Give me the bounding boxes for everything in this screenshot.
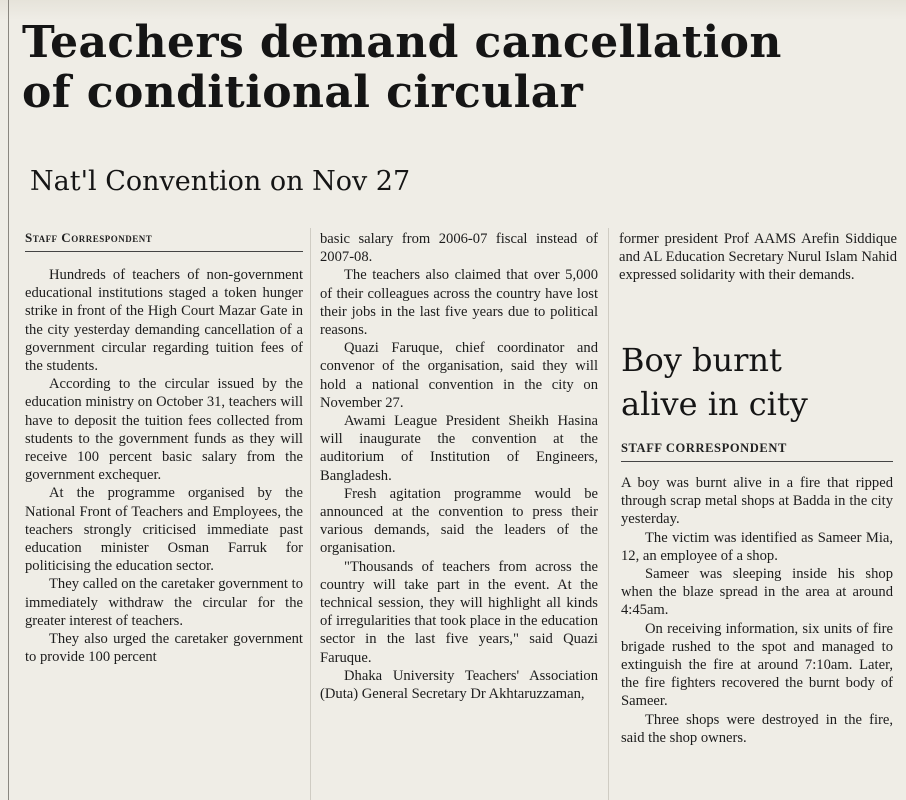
article-column-1 xyxy=(25,266,303,666)
column-separator xyxy=(310,228,311,800)
headline-line: of conditional circular xyxy=(22,67,584,118)
article-headline xyxy=(22,18,782,118)
side-byline-rule xyxy=(621,461,893,462)
article-subheadline: Nat'l Convention on Nov 27 xyxy=(30,166,411,197)
side-article-headline xyxy=(621,338,808,426)
side-article-body xyxy=(621,474,893,747)
article-paragraph: Awami League President Sheikh Hasina will inaugurate the convention at the auditorium of Institution of Engineers, Bangladesh. xyxy=(320,413,598,484)
article-paragraph: According to the circular issued by the education ministry on October 31, teachers will have to deposit the tuition fees collected from students to the government funds as they will receive 100 percent basic salary from the government exchequer. xyxy=(25,376,303,484)
article-paragraph: former president Prof AAMS Arefin Siddique and AL Education Secretary Nurul Islam Nahid expressed solidarity with their demands. xyxy=(619,231,897,284)
side-article-byline: STAFF CORRESPONDENT xyxy=(621,441,787,455)
byline-rule xyxy=(25,251,303,252)
side-headline-line: alive in city xyxy=(621,385,808,423)
side-headline-line: Boy burnt xyxy=(621,341,782,379)
article-paragraph: The teachers also claimed that over 5,000 of their colleagues across the country have lost their jobs in the last five years due to political reasons. xyxy=(320,267,598,339)
article-paragraph: Fresh agitation programme would be announced at the convention to press their various demands, said the leaders of the organisation. xyxy=(320,485,598,557)
article-paragraph: A boy was burnt alive in a fire that ripped through scrap metal shops at Badda in the city yesterday. xyxy=(621,475,893,528)
column-separator xyxy=(608,228,609,800)
article-paragraph: At the programme organised by the National Front of Teachers and Employees, the teachers strongly criticised immediate past education minister Osman Farruk for politicising the education sector. xyxy=(25,485,303,575)
article-column-3 xyxy=(619,230,897,285)
article-paragraph: Sameer was sleeping inside his shop when the blaze spread in the area at around 4:45am. xyxy=(621,566,893,619)
page-left-rule xyxy=(8,0,9,800)
article-paragraph: On receiving information, six units of fire brigade rushed to the spot and managed to extinguish the fire at around 7:10am. Later, the fire fighters recovered the burnt body of Sameer. xyxy=(621,620,893,710)
article-byline: Staff Correspondent xyxy=(25,230,153,245)
article-column-2 xyxy=(320,230,598,703)
article-paragraph: They called on the caretaker government to immediately withdraw the circular for the greater interest of teachers. xyxy=(25,576,303,629)
article-paragraph: The victim was identified as Sameer Mia, 12, an employee of a shop. xyxy=(621,529,893,564)
article-paragraph: Quazi Faruque, chief coordinator and convenor of the organisation, said they will hold a national convention in the city on November 27. xyxy=(320,340,598,411)
article-paragraph: "Thousands of teachers from across the country will take part in the event. At the technical session, they will highlight all kinds of irregularities that took place in the education sector in the last five years," said Quazi Faruque. xyxy=(320,558,598,666)
headline-line: Teachers demand cancellation xyxy=(22,17,782,68)
article-paragraph: They also urged the caretaker government to provide 100 percent xyxy=(25,631,303,666)
article-paragraph: basic salary from 2006-07 fiscal instead of 2007-08. xyxy=(320,231,598,266)
article-paragraph: Hundreds of teachers of non-government educational institutions staged a token hunger strike in front of the High Court Mazar Gate in the city yesterday demanding cancellation of a government circular regarding tuition fees of the students. xyxy=(25,267,303,375)
article-paragraph: Dhaka University Teachers' Association (Duta) General Secretary Dr Akhtaruzzaman, xyxy=(320,667,598,703)
article-paragraph: Three shops were destroyed in the fire, said the shop owners. xyxy=(621,711,893,746)
